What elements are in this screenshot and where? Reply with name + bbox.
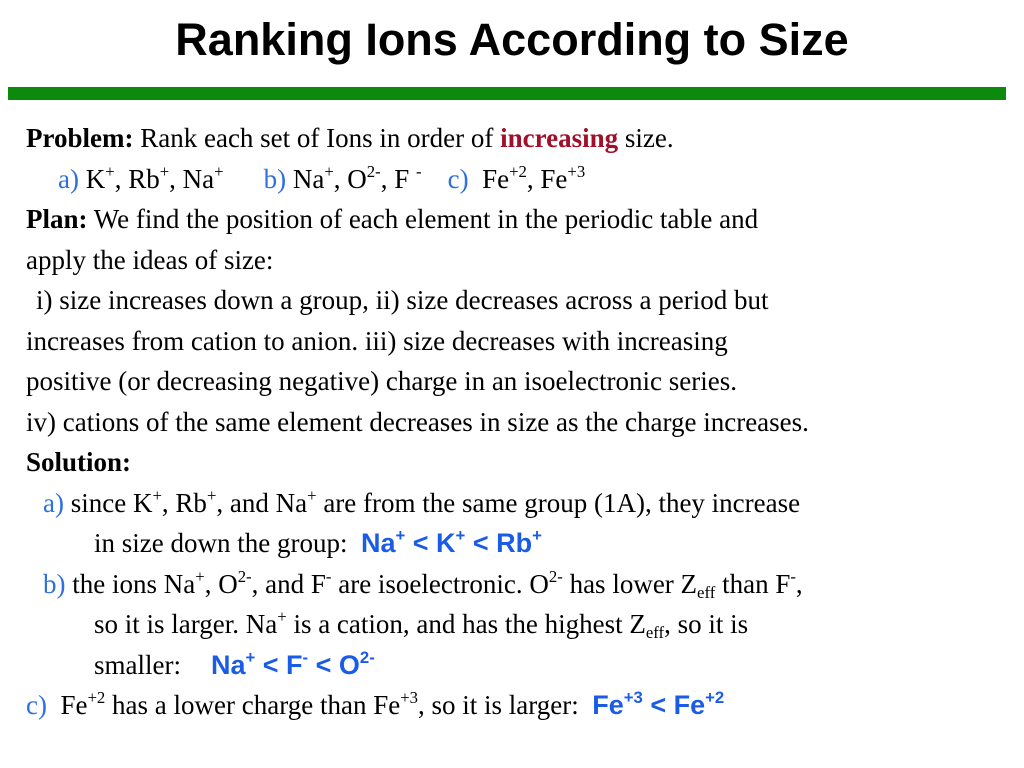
ion-text: Na [292,163,325,194]
set-a-label: a) [58,163,79,194]
plan-line: i) size increases down a group, ii) size decreases across a period but [36,285,769,315]
ion-text: < Fe [642,690,706,720]
solution-b-line [26,564,1021,605]
problem-emphasis: increasing [500,123,619,153]
charge: + [105,161,115,181]
charge: +2 [705,688,725,708]
problem-line [26,118,1021,159]
solution-text: , Rb [161,487,207,518]
solution-b-line [26,604,1021,645]
solution-a-line [26,523,1021,564]
ion-text: Na [360,528,396,558]
solution-text: than F [722,568,791,599]
plan-heading: Plan: [26,204,88,234]
ion-text: , Na [169,163,215,194]
solution-text: are isoelectronic. O [338,568,549,599]
solution-a-line [26,483,1021,524]
set-c-label: c) [447,163,469,194]
solution-text: , and F [251,568,326,599]
charge: 2- [548,566,563,586]
charge: + [532,526,542,546]
ion-text: , F [380,163,410,194]
solution-text: the ions Na [72,568,196,599]
plan-text: We find the position of each element in the periodic table and [93,204,759,234]
ion-text: Na [210,649,246,680]
charge: + [206,485,217,505]
slide-body [26,118,1021,726]
charge: 2- [237,566,252,586]
solution-b-answer [210,647,375,680]
charge: + [159,161,170,181]
charge: +3 [623,688,643,708]
ion-text: Fe [482,163,510,194]
ion-text: Fe [592,690,624,720]
charge: +3 [400,688,418,708]
charge: - [416,161,422,181]
ion-text: K [85,163,106,194]
solution-b-line [26,645,1021,686]
plan-line: apply the ideas of size: [26,244,274,275]
solution-text: , so it is [664,609,749,639]
charge: + [455,526,466,546]
solution-text: has a lower charge than Fe [112,690,401,720]
title-underline-bar [8,87,1006,100]
solution-text: has lower Z [569,568,698,599]
solution-text: , so it is larger: [418,690,579,720]
charge: 2- [366,161,381,181]
charge: + [277,607,287,627]
solution-a-label: a) [43,487,64,518]
subscript: eff [645,623,665,643]
charge: + [245,647,256,667]
solution-text: so it is larger. Na [94,609,278,639]
solution-text: are from the same group (1A), they increase [323,487,801,518]
solution-heading: Solution: [26,447,132,477]
problem-text: Rank each set of Ions in order of [140,123,494,153]
ion-text: < K [405,528,456,558]
solution-text: , and Na [216,487,308,518]
problem-sets-line [26,159,1021,200]
slide-title: Ranking Ions According to Size [175,14,849,65]
charge: + [195,566,205,586]
charge: + [307,485,317,505]
solution-c-label: c) [26,690,47,720]
charge: + [152,485,162,505]
ion-text: , O [333,163,367,194]
solution-text: since K [70,487,153,518]
charge: - [325,566,332,586]
charge: 2- [359,647,375,667]
charge: + [214,161,224,181]
plan-line [26,199,1021,240]
set-b-label: b) [263,163,287,194]
charge: +3 [567,161,586,181]
problem-text-end: size. [624,123,674,153]
charge: + [324,161,334,181]
ion-text: , Rb [114,163,160,194]
solution-a-answer [361,528,542,558]
charge: - [302,647,309,667]
solution-b-label: b) [43,568,66,599]
ion-text: < O [308,649,360,680]
problem-heading: Problem: [26,123,134,153]
solution-text: smaller: [94,649,181,680]
solution-text: is a cation, and has the highest Z [293,609,646,639]
ion-text: < Rb [465,528,533,558]
ion-text: , Fe [526,163,568,194]
solution-c-line [26,685,1021,726]
solution-text: in size down the group: [94,528,348,558]
charge: + [395,526,406,546]
plan-line: increases from cation to anion. iii) size decreases with increasing [26,325,728,356]
charge: +2 [87,688,106,708]
solution-text: , [795,568,803,599]
subscript: eff [697,582,716,602]
solution-text: Fe [60,690,88,720]
charge: - [790,566,796,586]
plan-line: iv) cations of the same element decreases in size as the charge increases. [26,406,809,437]
charge: +2 [509,161,527,181]
ion-text: < F [255,649,303,680]
solution-text: , O [204,568,238,599]
solution-c-answer [592,690,724,720]
plan-line: positive (or decreasing negative) charge in an isoelectronic series. [26,366,737,396]
